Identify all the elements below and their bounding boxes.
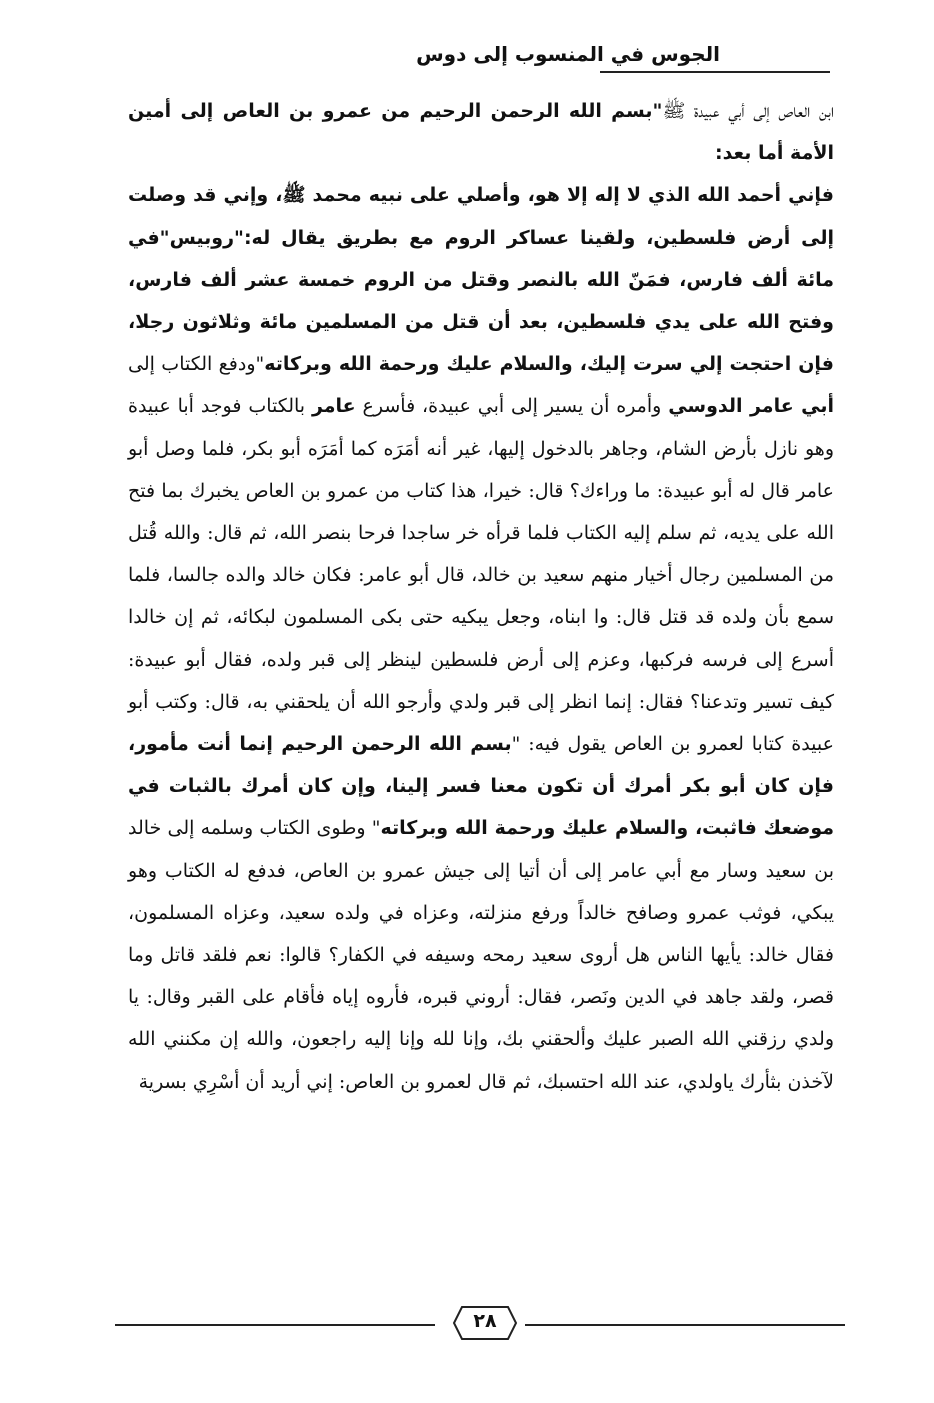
page-body xyxy=(128,90,834,1220)
bold-text-segment: فإني أحمد الله الذي لا إله إلا هو، وأصلي على نبيه محمد ﷺ، وإني قد وصلت إلى أرض فلسطين، ولقينا عساكر الروم مع بطريق يقال له:"روبيس"في مائة ألف فارس، فمَنّ الله بالنصر وقتل من الروم خمسة عشر ألف فارس، وفتح الله على يدي فلسطين، بعد أن قتل من المسلمين مائة وثلاثون رجلا، فإن احتجت إلي سرت إليك، والسلام عليك ورحمة الله وبركاته xyxy=(128,184,834,376)
bold-text-segment: بسم الله الرحمن الرحيم إنما أنت مأمور، فإن كان أبو بكر أمرك أن تكون معنا فسر إلينا، وإن كان أمرك بالثبات في موضعك فاثبت، والسلام عليك ورحمة الله وبركاته xyxy=(128,733,834,840)
text-segment: "ودفع الكتاب إلى xyxy=(128,353,265,376)
footer-rule-right xyxy=(525,1324,845,1326)
bold-text-segment: أبي عامر الدوسي xyxy=(668,395,835,418)
text-segment: وأمره أن يسير إلى أبي عبيدة، فأسرع xyxy=(355,395,669,418)
text-segment: " وطوى الكتاب وسلمه إلى خالد بن سعيد وسار مع أبي عامر إلى أن أتيا إلى جيش عمرو بن العاص، فدفع له الكتاب وهو يبكي، فوثب عمرو وصافح خالداً ورفع منزلته، وعزاه في ولده سعيد، وعزاه المسلمون، فقال خالد: يأيها الناس هل أروى سعيد رمحه وسيفه في الكفار؟ قالوا: نعم فلقد قاتل وما قصر، ولقد جاهد في الدين ونَصر، فقال: أروني قبره، فأروه إياه فأقام على القبر وقال: يا ولدي رزقني الله الصبر عليك وألحقني بك، وإنا لله وإنا إليه راجعون، والله إن مكنني الله لآخذن بثأرك ياولدي، عند الله احتسبك، ثم قال لعمرو بن العاص: إني أريد أن أسْرِي بسرية xyxy=(128,817,834,1093)
page-header xyxy=(118,38,830,78)
text-segment: ابن العاص إلى أبي عبيدة ﷺ xyxy=(662,100,834,122)
running-title: الجوس في المنسوب إلى دوس xyxy=(416,42,720,66)
footer-rule-left xyxy=(115,1324,435,1326)
header-rule xyxy=(600,71,830,73)
paragraph xyxy=(128,174,834,1102)
bold-text-segment: عامر xyxy=(311,395,356,418)
bold-text-segment: "بسم الله الرحمن الرحيم من عمرو بن العاص إلى أمين الأمة أما بعد: xyxy=(128,100,834,165)
text-segment: بالكتاب فوجد أبا عبيدة وهو نازل بأرض الشام، وجاهر بالدخول إليها، غير أنه أمَرَه كما أمَرَه أبو بكر، فلما وصل أبو عامر قال له أبو عبيدة: ما وراءك؟ قال: خيرا، هذا كتاب من عمرو بن العاص يخبرك بما فتح الله على يديه، ثم سلم إليه الكتاب فلما قرأه خر ساجدا فرحا بنصر الله، ثم قال: والله قُتل من المسلمين رجال أخيار منهم سعيد بن خالد، قال أبو عامر: فكان خالد والده جالسا، فلما سمع بأن ولده قد قتل قال: وا ابناه، وجعل يبكيه حتى بكى المسلمون لبكائه، ثم إن خالدا أسرع إلى فرسه فركبها، وعزم إلى أرض فلسطين لينظر إلى قبر ولده، فقال أبو عبيدة: كيف تسير وتدعنا؟ فقال: إنما انظر إلى قبر ولدي وأرجو الله أن يلحقني به، قال: وكتب أبو عبيدة كتابا لعمرو بن العاص يقول فيه: " xyxy=(128,395,834,756)
page-number: ٢٨ xyxy=(473,1310,497,1332)
page-number-badge xyxy=(452,1305,518,1341)
page-footer xyxy=(115,1305,845,1345)
paragraph xyxy=(128,90,834,174)
